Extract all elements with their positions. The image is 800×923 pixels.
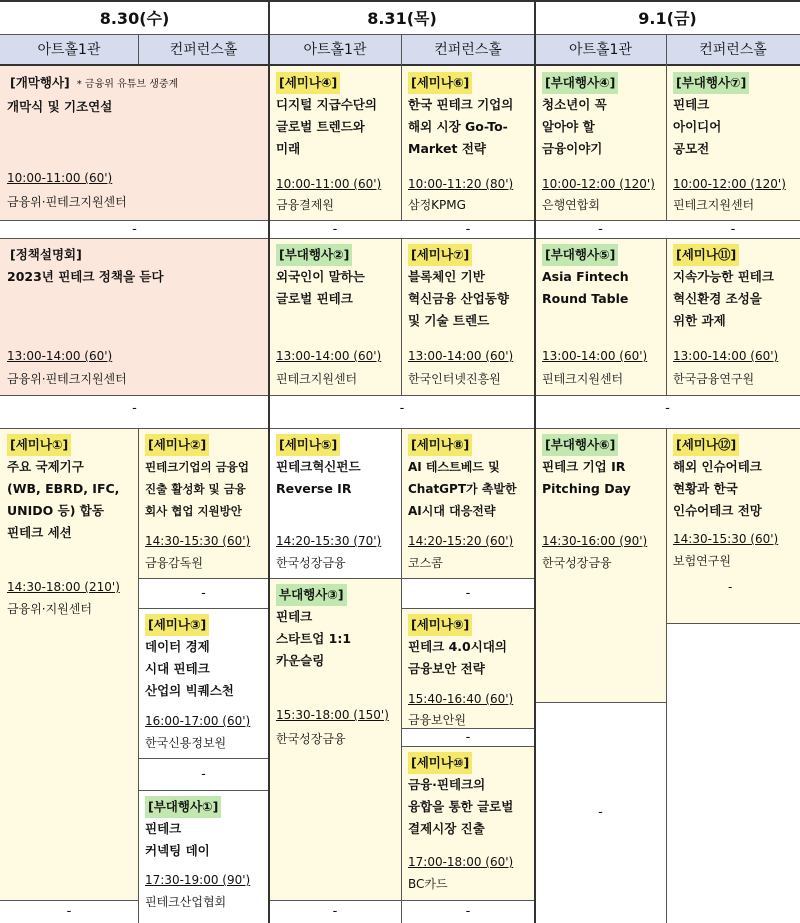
- grid-line: [401, 34, 402, 220]
- event-organizer: 핀테크산업협회: [145, 895, 227, 909]
- event-side-3: [269, 578, 401, 900]
- event-seminar-3: [138, 608, 269, 758]
- event-time: 15:30-18:00 (150'): [276, 708, 389, 722]
- grid-line: [138, 608, 269, 609]
- event-title-line: Asia Fintech: [542, 269, 629, 284]
- event-tag: [세미나③]: [145, 614, 209, 636]
- event-seminar-6: [401, 66, 535, 220]
- event-tag: [세미나⑨]: [408, 614, 472, 636]
- event-organizer: 코스콤: [408, 556, 443, 570]
- event-title-line: 데이터 경제: [145, 639, 210, 654]
- event-seminar-9: [401, 608, 535, 728]
- event-title-line: 공모전: [673, 141, 710, 156]
- event-organizer: 한국성장금융: [276, 732, 346, 746]
- break-separator: -: [401, 578, 535, 608]
- event-tag: [세미나⑦]: [408, 244, 472, 266]
- event-seminar-11: [666, 238, 800, 395]
- event-organizer: 금융위·핀테크지원센터: [7, 195, 127, 209]
- grid-line: [666, 238, 667, 395]
- grid-line: [0, 395, 800, 396]
- grid-line: [535, 702, 666, 703]
- event-time: 13:00-14:00 (60'): [7, 349, 113, 363]
- event-title-line: AI시대 대응전략: [408, 504, 496, 518]
- event-tag: [세미나②]: [145, 434, 209, 456]
- event-side-4: [535, 66, 666, 220]
- event-title-line: 해외 인슈어테크: [673, 459, 762, 474]
- event-organizer: 핀테크지원센터: [276, 372, 358, 386]
- event-title-line: Market 전략: [408, 141, 486, 156]
- grid-line: [401, 578, 535, 579]
- event-tag: [세미나⑤]: [276, 434, 340, 456]
- event-organizer: 한국신용정보원: [145, 736, 227, 750]
- break-separator: -: [535, 395, 800, 428]
- event-organizer: 핀테크지원센터: [542, 372, 624, 386]
- break-separator: -: [269, 395, 535, 428]
- grid-line: [401, 428, 402, 923]
- event-time: 14:20-15:20 (60'): [408, 534, 514, 548]
- event-title-line: 위한 과제: [673, 313, 726, 328]
- event-policy-briefing: [0, 238, 269, 395]
- grid-line: [401, 608, 535, 609]
- event-title-line: Pitching Day: [542, 481, 631, 496]
- event-title-line: 미래: [276, 141, 301, 156]
- event-title-line: 핀테크혁신펀드: [276, 459, 361, 474]
- event-organizer: 은행연합회: [542, 198, 600, 212]
- break-separator: -: [535, 220, 666, 238]
- day-header-aug30: 8.30(수): [0, 0, 269, 34]
- break-separator: -: [535, 702, 666, 923]
- event-seminar-2: [138, 428, 269, 578]
- event-tag: [정책설명회]: [10, 247, 82, 262]
- event-title-line: (WB, EBRD, IFC,: [7, 481, 120, 496]
- event-seminar-7: [401, 238, 535, 395]
- event-title-line: 시대 핀테크: [145, 661, 210, 676]
- break-separator: -: [138, 578, 269, 608]
- event-title-line: 금융이야기: [542, 141, 603, 156]
- event-title-line: 디지털 지급수단의: [276, 97, 377, 112]
- event-title-line: 알아야 할: [542, 119, 595, 134]
- event-tag: [세미나④]: [276, 72, 340, 94]
- event-time: 10:00-11:00 (60'): [276, 177, 382, 191]
- event-time: 14:30-15:30 (60'): [673, 532, 779, 546]
- event-time: 15:40-16:40 (60'): [408, 692, 514, 706]
- event-title-line: AI 테스트베드 및: [408, 460, 500, 474]
- event-organizer: 한국성장금융: [276, 556, 346, 570]
- event-tag: [세미나①]: [7, 434, 71, 456]
- room-header-conference-hall: 컨퍼런스홀: [666, 34, 800, 64]
- day-header-aug31: 8.31(목): [269, 0, 535, 34]
- grid-line: [138, 428, 139, 923]
- event-title-line: 핀테크 4.0시대의: [408, 639, 507, 654]
- event-organizer: 핀테크지원센터: [673, 198, 755, 212]
- event-title-line: 개막식 및 기조연설: [7, 99, 113, 114]
- event-title-line: 혁신환경 조성을: [673, 291, 762, 306]
- grid-line: [0, 238, 800, 239]
- break-separator: -: [269, 900, 401, 923]
- event-title-line: 블록체인 기반: [408, 269, 485, 284]
- event-title-line: UNIDO 등) 합동: [7, 503, 104, 518]
- break-separator: -: [401, 728, 535, 746]
- event-title-line: 카운슬링: [276, 653, 325, 668]
- grid-line: [666, 34, 667, 220]
- event-title-line: 외국인이 말하는: [276, 269, 365, 284]
- room-header-art-hall: 아트홀1관: [0, 34, 138, 64]
- event-title-line: 커넥팅 데이: [145, 843, 210, 858]
- room-header-conference-hall: 컨퍼런스홀: [138, 34, 269, 64]
- event-time: 10:00-12:00 (120'): [542, 177, 655, 191]
- event-time: 13:00-14:00 (60'): [276, 349, 382, 363]
- event-title-line: 해외 시장 Go-To-: [408, 119, 508, 134]
- grid-line: [269, 900, 535, 901]
- event-title-line: 글로벌 트렌드와: [276, 119, 365, 134]
- break-separator: -: [401, 900, 535, 923]
- event-title-line: 지속가능한 핀테크: [673, 269, 774, 284]
- grid-line: [138, 790, 269, 791]
- event-organizer: 한국인터넷진흥원: [408, 372, 501, 386]
- event-time: 13:00-14:00 (60'): [408, 349, 514, 363]
- event-time: 14:20-15:30 (70'): [276, 534, 382, 548]
- grid-line: [138, 34, 139, 64]
- event-time: 14:30-15:30 (60'): [145, 534, 251, 548]
- event-organizer: 금융결제원: [276, 198, 334, 212]
- break-separator: -: [728, 580, 733, 594]
- grid-line: [268, 0, 270, 923]
- event-time: 16:00-17:00 (60'): [145, 714, 251, 728]
- event-organizer: 금융보안원: [408, 713, 466, 727]
- grid-line: [666, 623, 800, 624]
- event-title-line: 진출 활성화 및 금융: [145, 482, 246, 496]
- event-title-line: 주요 국제기구: [7, 459, 84, 474]
- event-title-line: 핀테크: [276, 609, 313, 624]
- event-title-line: 스타트업 1:1: [276, 631, 352, 646]
- room-header-art-hall: 아트홀1관: [535, 34, 666, 64]
- event-time: 13:00-14:00 (60'): [542, 349, 648, 363]
- grid-line: [0, 900, 138, 901]
- break-separator: -: [138, 758, 269, 790]
- event-opening: [0, 66, 269, 220]
- event-title-line: Reverse IR: [276, 481, 352, 496]
- event-tag: [세미나⑪]: [673, 244, 739, 266]
- event-tag: [세미나⑩]: [408, 752, 472, 774]
- event-seminar-8: [401, 428, 535, 578]
- grid-line: [401, 746, 535, 747]
- event-title-line: 아이디어: [673, 119, 722, 134]
- grid-line: [0, 64, 800, 66]
- grid-line: [0, 428, 800, 429]
- grid-line: [534, 0, 536, 923]
- grid-line: [401, 238, 402, 395]
- event-title-line: 핀테크 세션: [7, 525, 72, 540]
- event-tag: 부대행사③]: [276, 584, 347, 606]
- event-title-line: 회사 협업 지원방안: [145, 504, 242, 518]
- event-tag: [세미나⑥]: [408, 72, 472, 94]
- event-title-line: 청소년이 꼭: [542, 97, 607, 112]
- event-time: 14:30-18:00 (210'): [7, 580, 120, 594]
- event-seminar-10: [401, 746, 535, 900]
- break-separator: -: [269, 220, 401, 238]
- event-tag: [부대행사②]: [276, 244, 352, 266]
- event-tag: [부대행사⑤]: [542, 244, 618, 266]
- event-seminar-12: [666, 428, 800, 623]
- event-tag: [부대행사④]: [542, 72, 618, 94]
- event-title-line: 핀테크: [673, 97, 710, 112]
- event-title-line: 금융보안 전략: [408, 661, 485, 676]
- empty-cell: [666, 623, 800, 923]
- event-title-line: 산업의 빅퀘스천: [145, 683, 234, 698]
- event-organizer: 한국성장금융: [542, 556, 612, 570]
- event-title-line: 금융·핀테크의: [408, 777, 486, 792]
- event-tag: [세미나⑧]: [408, 434, 472, 456]
- event-title-line: 혁신금융 산업동향: [408, 291, 509, 306]
- event-title-line: 2023년 핀테크 정책을 듣다: [7, 269, 164, 284]
- event-title-line: 핀테크: [145, 821, 182, 836]
- event-title-line: 결제시장 진출: [408, 821, 485, 836]
- event-title-line: ChatGPT가 촉발한: [408, 482, 517, 496]
- event-seminar-1: [0, 428, 138, 900]
- room-header-art-hall: 아트홀1관: [269, 34, 401, 64]
- event-time: 10:00-11:00 (60'): [7, 171, 113, 185]
- event-side-2: [269, 238, 401, 395]
- event-time: 10:00-12:00 (120'): [673, 177, 786, 191]
- event-side-1: [138, 790, 269, 923]
- event-time: 17:30-19:00 (90'): [145, 873, 251, 887]
- event-tag: [세미나⑫]: [673, 434, 739, 456]
- event-time: 14:30-16:00 (90'): [542, 534, 648, 548]
- event-side-5: [535, 238, 666, 395]
- event-title-line: 한국 핀테크 기업의: [408, 97, 514, 112]
- grid-line: [138, 758, 269, 759]
- event-organizer: 한국금융연구원: [673, 372, 755, 386]
- break-separator: -: [666, 220, 800, 238]
- event-side-7: [666, 66, 800, 220]
- event-time: 13:00-14:00 (60'): [673, 349, 779, 363]
- grid-line: [0, 34, 800, 35]
- day-header-sep1: 9.1(금): [535, 0, 800, 34]
- event-time: 17:00-18:00 (60'): [408, 855, 514, 869]
- event-seminar-4: [269, 66, 401, 220]
- event-seminar-5: [269, 428, 401, 578]
- event-tag: [부대행사⑥]: [542, 434, 618, 456]
- event-organizer: 금융위·핀테크지원센터: [7, 372, 127, 386]
- grid-line: [0, 0, 800, 2]
- event-title-line: 글로벌 핀테크: [276, 291, 353, 306]
- event-time: 10:00-11:20 (80'): [408, 177, 514, 191]
- event-organizer: 삼정KPMG: [408, 198, 466, 212]
- grid-line: [0, 220, 800, 221]
- event-side-6: [535, 428, 666, 702]
- room-header-conference-hall: 컨퍼런스홀: [401, 34, 535, 64]
- event-organizer: 금융감독원: [145, 556, 203, 570]
- break-separator: -: [0, 220, 269, 238]
- break-separator: -: [0, 395, 269, 428]
- event-title-line: 핀테크 기업 IR: [542, 459, 626, 474]
- event-title-line: 인슈어테크 전망: [673, 503, 762, 518]
- event-title-line: 현황과 한국: [673, 481, 738, 496]
- event-tag: [부대행사⑦]: [673, 72, 749, 94]
- event-title-line: 및 기술 트렌드: [408, 313, 490, 328]
- event-title-line: Round Table: [542, 291, 629, 306]
- event-title-line: 융합을 통한 글로벌: [408, 799, 514, 814]
- event-note: * 금융위 유튜브 생중계: [76, 79, 179, 90]
- grid-line: [666, 428, 667, 923]
- event-organizer: 보험연구원: [673, 554, 731, 568]
- event-organizer: 금융위·지원센터: [7, 602, 92, 616]
- grid-line: [401, 728, 535, 729]
- event-tag: [부대행사①]: [145, 796, 221, 818]
- event-title-line: 핀테크기업의 금융업: [145, 460, 249, 474]
- event-organizer: BC카드: [408, 877, 448, 891]
- event-tag: [개막행사]: [10, 75, 70, 90]
- break-separator: -: [401, 220, 535, 238]
- break-separator: -: [0, 900, 138, 923]
